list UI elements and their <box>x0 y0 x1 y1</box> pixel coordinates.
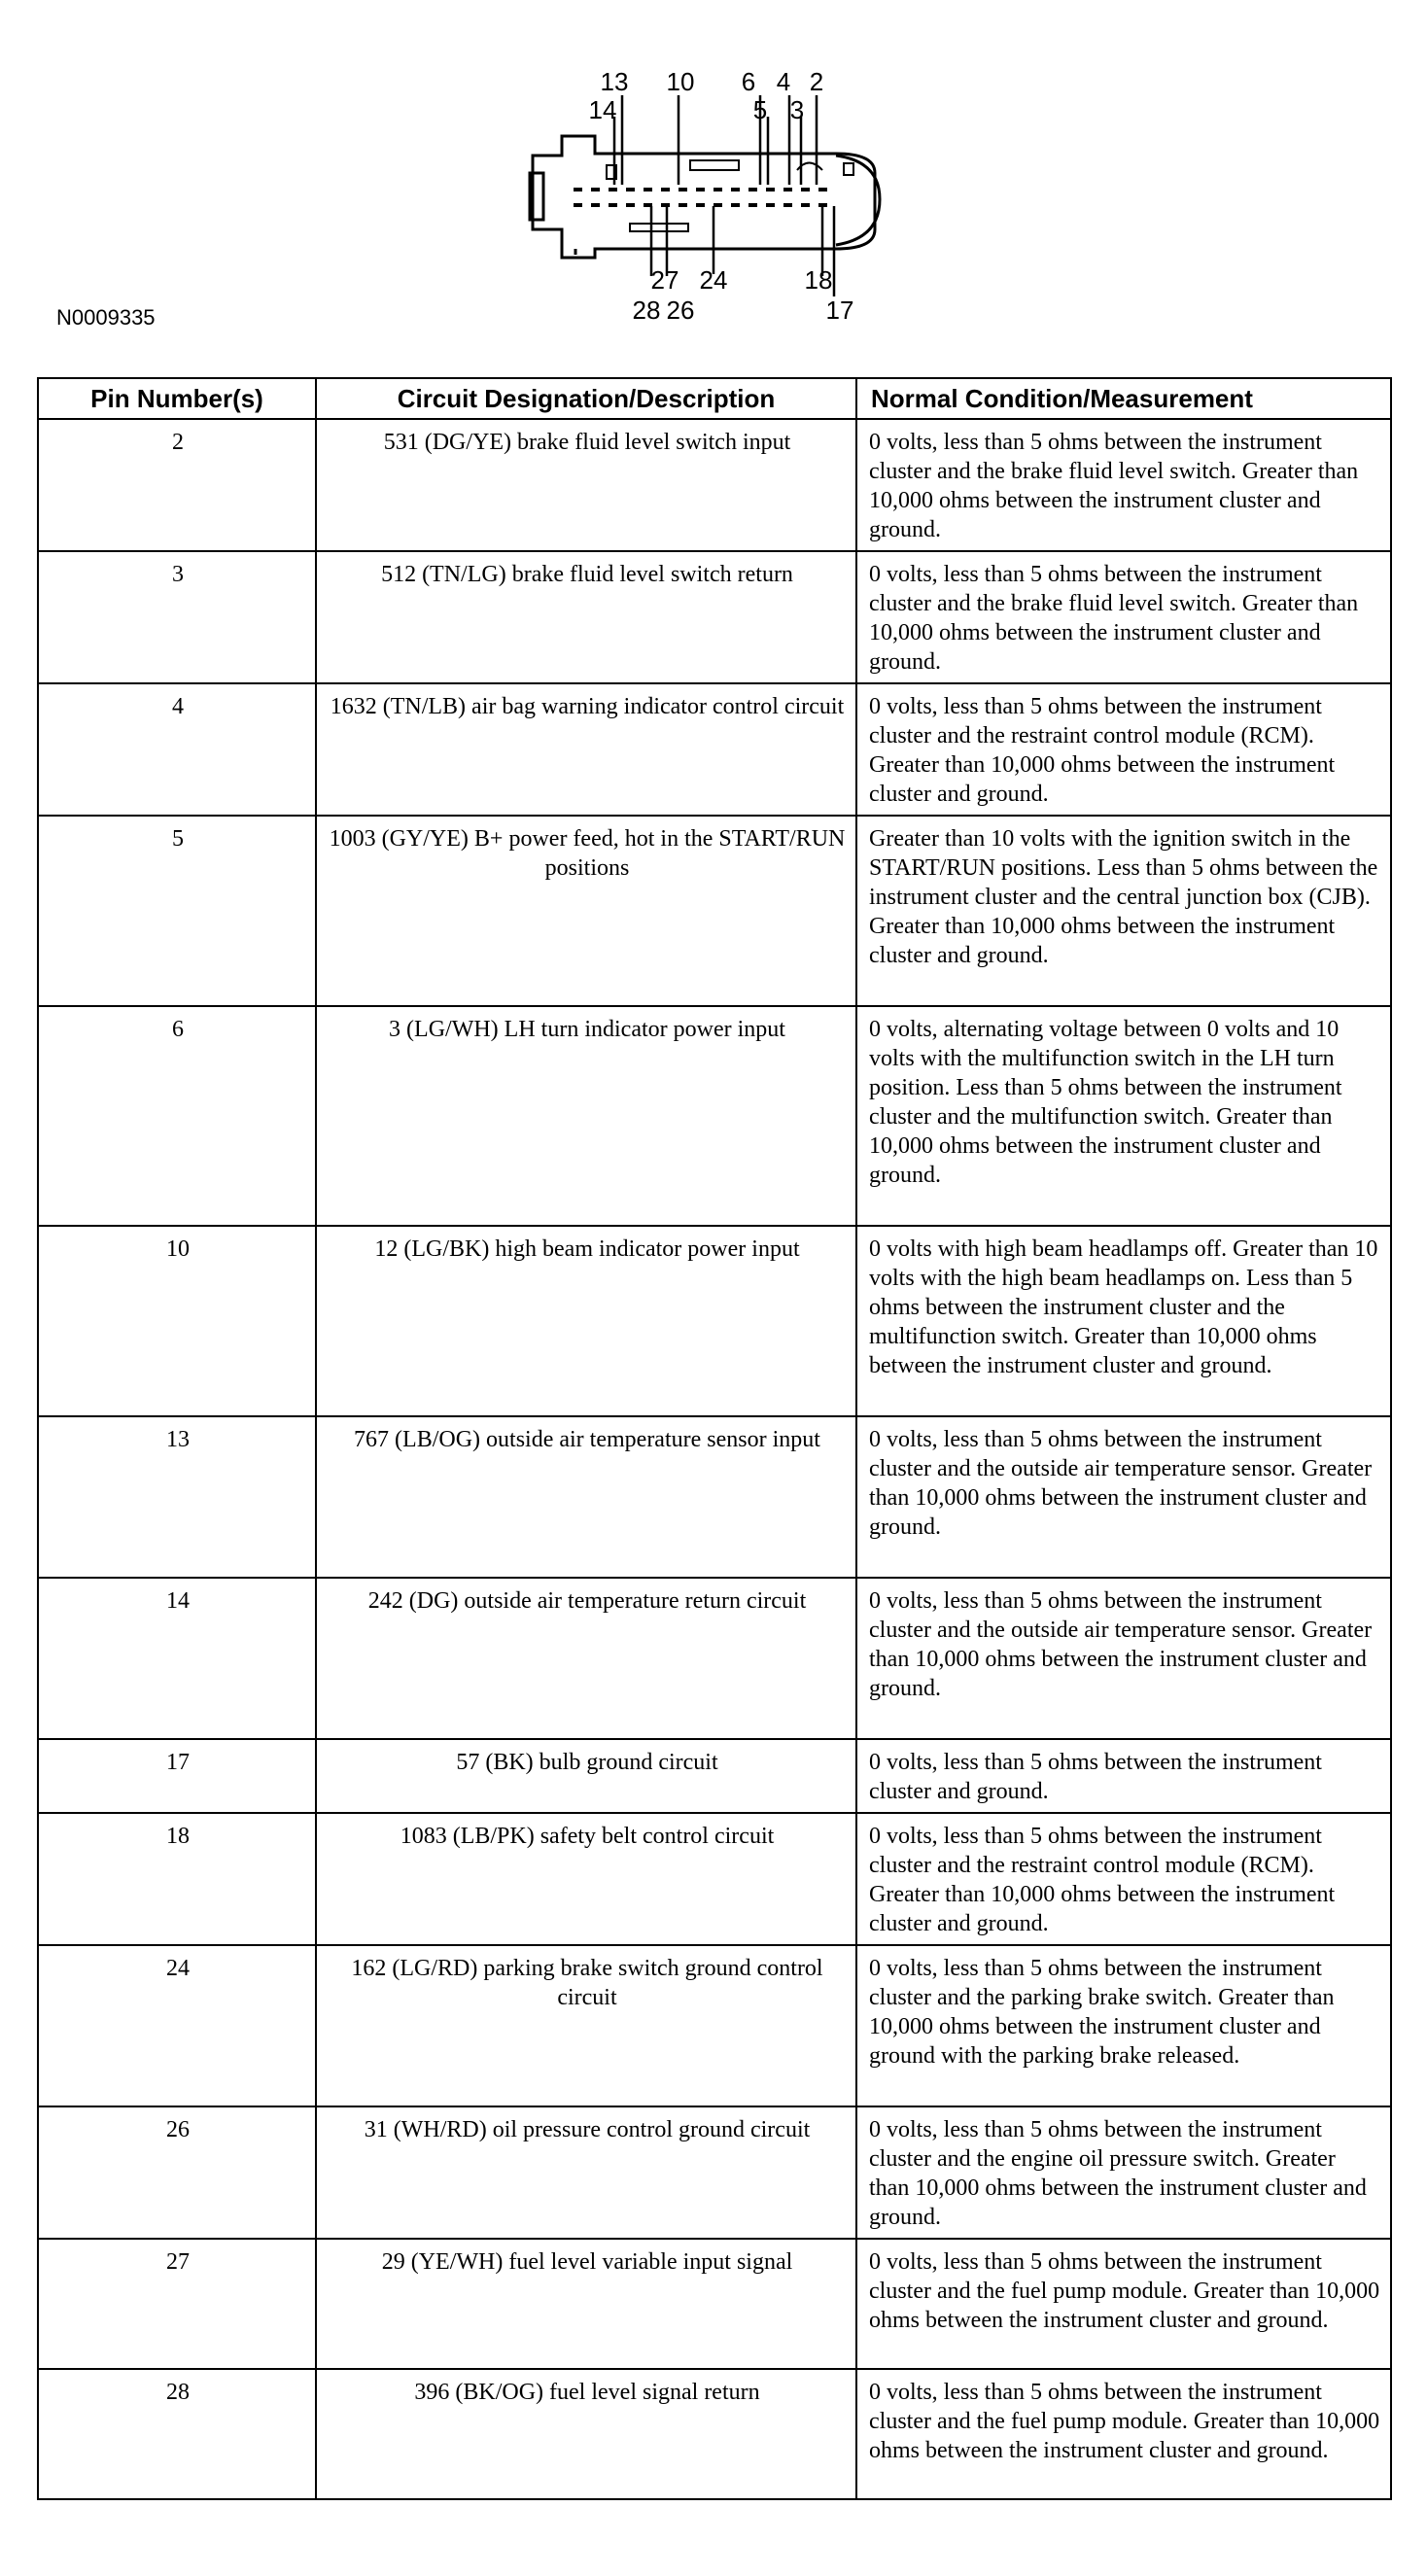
pin-cell: 5 <box>38 816 316 1006</box>
table-row <box>38 551 1391 683</box>
pin-label-14: 14 <box>588 95 617 124</box>
header-circuit: Circuit Designation/Description <box>316 378 856 419</box>
pin-cell: 24 <box>38 1945 316 2106</box>
circuit-cell: 1083 (LB/PK) safety belt control circuit <box>316 1813 856 1945</box>
pin-label-10: 10 <box>666 67 695 96</box>
condition-cell: 0 volts, less than 5 ohms between the instrument cluster and the restraint control module (RCM). Greater than 10,000 ohms between the instrument cluster and ground. <box>856 1813 1391 1945</box>
pin-cavity <box>748 203 757 207</box>
table-row <box>38 1739 1391 1813</box>
table-row <box>38 2106 1391 2239</box>
pin-cavity <box>714 203 722 207</box>
circuit-cell: 512 (TN/LG) brake fluid level switch return <box>316 551 856 683</box>
table-row <box>38 1226 1391 1416</box>
pin-cell: 27 <box>38 2239 316 2369</box>
pin-cavities <box>574 188 827 207</box>
condition-cell: 0 volts, less than 5 ohms between the instrument cluster and the fuel pump module. Greater than 10,000 ohms between the instrument cluster and ground. <box>856 2239 1391 2369</box>
pin-cavity <box>714 188 722 191</box>
pin-cavity <box>679 188 687 191</box>
pin-label-2: 2 <box>809 67 824 96</box>
connector-drawing <box>0 0 1427 369</box>
pin-cavity <box>783 188 792 191</box>
table-row <box>38 683 1391 816</box>
circuit-cell: 29 (YE/WH) fuel level variable input signal <box>316 2239 856 2369</box>
pin-cavity <box>626 203 635 207</box>
pin-cavity <box>574 188 582 191</box>
pin-cavity <box>766 188 775 191</box>
table-row <box>38 1578 1391 1739</box>
circuit-cell: 12 (LG/BK) high beam indicator power input <box>316 1226 856 1416</box>
pin-label-17: 17 <box>825 296 854 325</box>
pin-cell: 14 <box>38 1578 316 1739</box>
pin-label-27: 27 <box>650 265 679 295</box>
circuit-cell: 396 (BK/OG) fuel level signal return <box>316 2369 856 2499</box>
pin-cavity <box>626 188 635 191</box>
pin-label-3: 3 <box>789 95 805 124</box>
table-row <box>38 2369 1391 2499</box>
table-row <box>38 1813 1391 1945</box>
pin-cavity <box>818 188 827 191</box>
pin-cavity <box>609 203 617 207</box>
circuit-cell: 3 (LG/WH) LH turn indicator power input <box>316 1006 856 1226</box>
table-row <box>38 419 1391 551</box>
pin-cell: 18 <box>38 1813 316 1945</box>
table-row <box>38 1416 1391 1578</box>
condition-cell: 0 volts, less than 5 ohms between the instrument cluster and the brake fluid level switch. Greater than 10,000 ohms between the instrument cluster and ground. <box>856 419 1391 551</box>
pin-cell: 4 <box>38 683 316 816</box>
pin-cavity <box>731 203 740 207</box>
header-condition: Normal Condition/Measurement <box>856 378 1391 419</box>
connector-diagram <box>0 0 1427 369</box>
pin-cell: 6 <box>38 1006 316 1226</box>
condition-cell: 0 volts with high beam headlamps off. Greater than 10 volts with the high beam headlamps on. Less than 5 ohms between the instrument cluster and the multifunction switch. Greater than 10,000 ohms between the instrument cluster and ground. <box>856 1226 1391 1416</box>
circuit-cell: 531 (DG/YE) brake fluid level switch input <box>316 419 856 551</box>
pin-cavity <box>591 188 600 191</box>
condition-cell: 0 volts, less than 5 ohms between the instrument cluster and the engine oil pressure switch. Greater than 10,000 ohms between the instrument cluster and ground. <box>856 2106 1391 2239</box>
pin-cavity <box>574 203 582 207</box>
pin-cavity <box>679 203 687 207</box>
condition-cell: 0 volts, alternating voltage between 0 volts and 10 volts with the multifunction switch in the LH turn position. Less than 5 ohms between the instrument cluster and the multifunction switch. Greater than 10,000 ohms between the instrument cluster and ground. <box>856 1006 1391 1226</box>
pin-label-24: 24 <box>699 265 728 295</box>
pin-label-28: 28 <box>632 296 661 325</box>
table-header-row <box>38 378 1391 419</box>
header-pin-number: Pin Number(s) <box>38 378 316 419</box>
pin-cavity <box>731 188 740 191</box>
circuit-cell: 767 (LB/OG) outside air temperature sensor input <box>316 1416 856 1578</box>
table-row <box>38 2239 1391 2369</box>
circuit-cell: 57 (BK) bulb ground circuit <box>316 1739 856 1813</box>
pin-label-26: 26 <box>666 296 695 325</box>
condition-cell: 0 volts, less than 5 ohms between the instrument cluster and the restraint control module (RCM). Greater than 10,000 ohms between the instrument cluster and ground. <box>856 683 1391 816</box>
pin-cavity <box>748 188 757 191</box>
pin-cavity <box>801 203 810 207</box>
table-row <box>38 1006 1391 1226</box>
circuit-cell: 242 (DG) outside air temperature return circuit <box>316 1578 856 1739</box>
pin-cavity <box>696 188 705 191</box>
circuit-cell: 31 (WH/RD) oil pressure control ground circuit <box>316 2106 856 2239</box>
pin-cavity <box>609 188 617 191</box>
circuit-cell: 1003 (GY/YE) B+ power feed, hot in the START/RUN positions <box>316 816 856 1006</box>
condition-cell: 0 volts, less than 5 ohms between the instrument cluster and the outside air temperature sensor. Greater than 10,000 ohms between the instrument cluster and ground. <box>856 1416 1391 1578</box>
figure-id: N0009335 <box>56 305 156 330</box>
pin-label-6: 6 <box>741 67 756 96</box>
pin-cell: 2 <box>38 419 316 551</box>
condition-cell: Greater than 10 volts with the ignition switch in the START/RUN positions. Less than 5 ohms between the instrument cluster and the central junction box (CJB). Greater than 10,000 ohms between the instrument cluster and ground. <box>856 816 1391 1006</box>
pin-cavity <box>766 203 775 207</box>
pin-cavity <box>661 203 670 207</box>
pin-cavity <box>801 188 810 191</box>
condition-cell: 0 volts, less than 5 ohms between the instrument cluster and the parking brake switch. Greater than 10,000 ohms between the instrument cluster and ground with the parking brake released. <box>856 1945 1391 2106</box>
pin-cavity <box>661 188 670 191</box>
circuit-cell: 1632 (TN/LB) air bag warning indicator control circuit <box>316 683 856 816</box>
table-row <box>38 816 1391 1006</box>
condition-cell: 0 volts, less than 5 ohms between the instrument cluster and the outside air temperature sensor. Greater than 10,000 ohms between the instrument cluster and ground. <box>856 1578 1391 1739</box>
pin-table <box>37 377 1392 2500</box>
pin-cavity <box>644 188 652 191</box>
pin-cell: 3 <box>38 551 316 683</box>
pin-label-5: 5 <box>752 95 768 124</box>
pin-label-4: 4 <box>776 67 791 96</box>
pin-label-13: 13 <box>600 67 629 96</box>
circuit-cell: 162 (LG/RD) parking brake switch ground control circuit <box>316 1945 856 2106</box>
pin-cell: 13 <box>38 1416 316 1578</box>
pin-cell: 17 <box>38 1739 316 1813</box>
pin-cavity <box>783 203 792 207</box>
pin-cavity <box>591 203 600 207</box>
pin-label-18: 18 <box>804 265 833 295</box>
pin-cell: 28 <box>38 2369 316 2499</box>
condition-cell: 0 volts, less than 5 ohms between the instrument cluster and ground. <box>856 1739 1391 1813</box>
condition-cell: 0 volts, less than 5 ohms between the instrument cluster and the fuel pump module. Greater than 10,000 ohms between the instrument cluster and ground. <box>856 2369 1391 2499</box>
pin-cell: 26 <box>38 2106 316 2239</box>
condition-cell: 0 volts, less than 5 ohms between the instrument cluster and the brake fluid level switch. Greater than 10,000 ohms between the instrument cluster and ground. <box>856 551 1391 683</box>
table-row <box>38 1945 1391 2106</box>
pin-cell: 10 <box>38 1226 316 1416</box>
pin-cavity <box>696 203 705 207</box>
